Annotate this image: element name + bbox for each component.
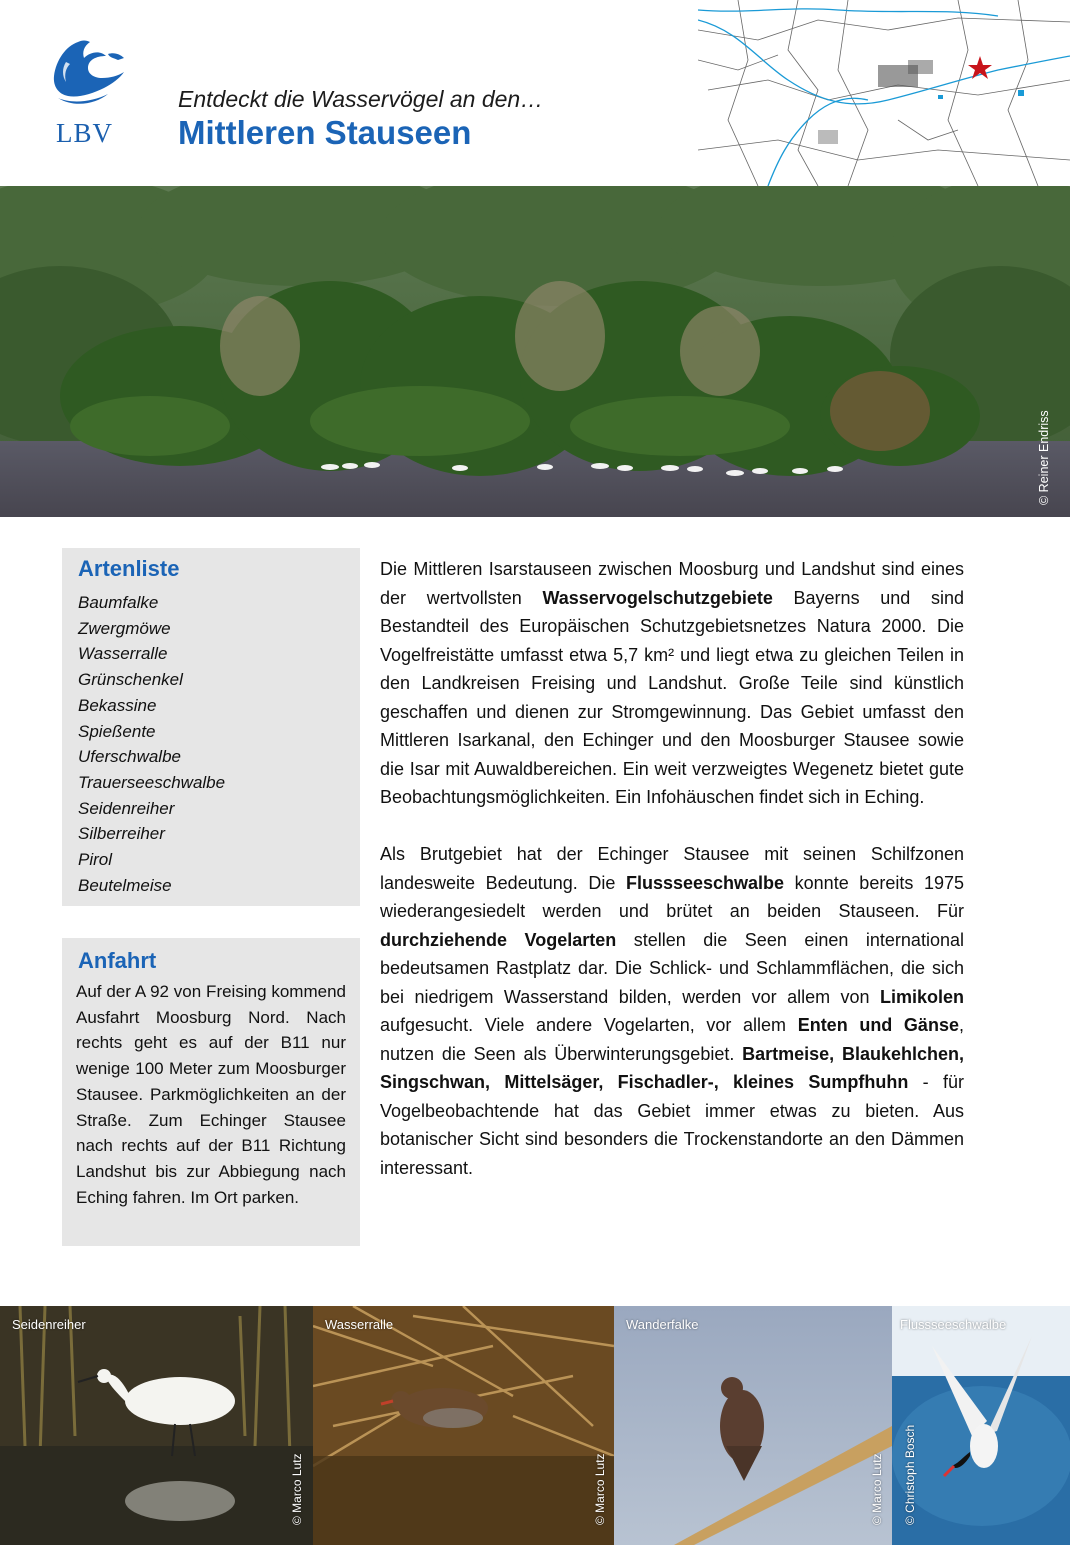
species-list (78, 590, 225, 898)
photo-label: Wanderfalke (626, 1317, 699, 1332)
list-item: Bekassine (78, 695, 157, 715)
list-item: Grünschenkel (78, 670, 183, 690)
photo-label: Flussseeschwalbe (900, 1317, 1007, 1332)
directions-heading: Anfahrt (78, 948, 157, 973)
photo-credit: © Marco Lutz (290, 1453, 304, 1525)
photo-credit: © Marco Lutz (870, 1453, 884, 1525)
photo-credit: © Marco Lutz (593, 1453, 607, 1525)
location-map (698, 0, 1070, 186)
list-item: Uferschwalbe (78, 747, 181, 767)
paragraph-intro: Die Mittleren Isarstauseen zwischen Moosburg und Landshut sind eines der wertvollsten Wasservogelschutzgebiete Bayerns und sind Bestandteil des Europäischen Schutzgebietsnetzes Natura 2000. Die Vogelfreistätte umfasst etwa 5,7 km² und liegt etwa zu gleichen Teilen in den Landkreisen Freising und Landshut. Große Teile sind künstlich geschaffen und dienen zur Stromgewinnung. Das Gebiet umfasst den Mittleren Isarkanal, den Echinger und den Moosburger Stausee sowie die Isar mit Auwaldbereichen. Ein weit verzweigtes Wegenetz bietet gute Beobachtungsmöglichkeiten. Ein Infohäuschen findet sich in Eching. (380, 559, 964, 807)
directions-box (62, 938, 360, 1246)
list-item: Zwergmöwe (78, 618, 171, 638)
photo-wasserralle (313, 1306, 614, 1545)
hero-photo-credit: © Reiner Endriss (1037, 410, 1051, 505)
photo-flussseeschwalbe (892, 1306, 1070, 1545)
directions-text: Auf der A 92 von Freising kommend Ausfahrt Moosburg Nord. Nach rechts geht es auf der B11 nur wenige 100 Meter zum Moosburger Stausee. Parkmöglichkeiten an der Straße. Zum Echinger Stausee nach rechts auf der B11 Richtung Landshut bis zur Abbiegung nach Eching fahren. Im Ort parken. (76, 982, 346, 1207)
list-item: Trauerseeschwalbe (78, 772, 226, 792)
main-text (380, 555, 964, 1211)
list-item: Beutelmeise (78, 875, 172, 895)
list-item: Silberreiher (78, 824, 165, 844)
page-subtitle: Entdeckt die Wasservögel an den… (178, 86, 544, 112)
list-item: Baumfalke (78, 593, 159, 612)
page-title: Mittleren Stauseen (178, 114, 472, 151)
hero-photo (0, 186, 1070, 517)
photo-seidenreiher (0, 1306, 313, 1545)
list-item: Pirol (78, 850, 113, 870)
photo-label: Seidenreiher (12, 1317, 86, 1332)
photo-wanderfalke (614, 1306, 892, 1545)
species-list-heading: Artenliste (78, 556, 180, 581)
species-list-box (62, 548, 360, 906)
list-item: Wasserralle (78, 644, 168, 664)
logo-text: LBV (56, 118, 113, 148)
photo-credit: © Christoph Bosch (903, 1424, 917, 1525)
paragraph-breeding: Als Brutgebiet hat der Echinger Stausee mit seinen Schilfzonen landesweite Bedeutung. Die Flussseeschwalbe konnte bereits 1975 wiederangesiedelt werden und brütet an beiden Stauseen. Für durchziehende Vogelarten stellen die Seen einen international bedeutsamen Rastplatz dar. Die Schlick- und Schlammflächen, die sich bei niedrigem Wasserstand bilden, werden vor allem von Limikolen aufgesucht. Viele andere Vogelarten, vor allem Enten und Gänse, nutzen die Seen als Überwinterungsgebiet. Bartmeise, Blaukehlchen, Singschwan, Mittelsäger, Fischadler-, kleines Sumpfhuhn - für Vogelbeobachtende hat das Gebiet immer etwas zu bieten. Aus botanischer Sicht sind besonders die Trockenstandorte an den Dämmen interessant. (380, 844, 964, 1178)
list-item: Seidenreiher (78, 798, 175, 818)
list-item: Spießente (78, 721, 156, 741)
photo-label: Wasserralle (325, 1317, 394, 1332)
